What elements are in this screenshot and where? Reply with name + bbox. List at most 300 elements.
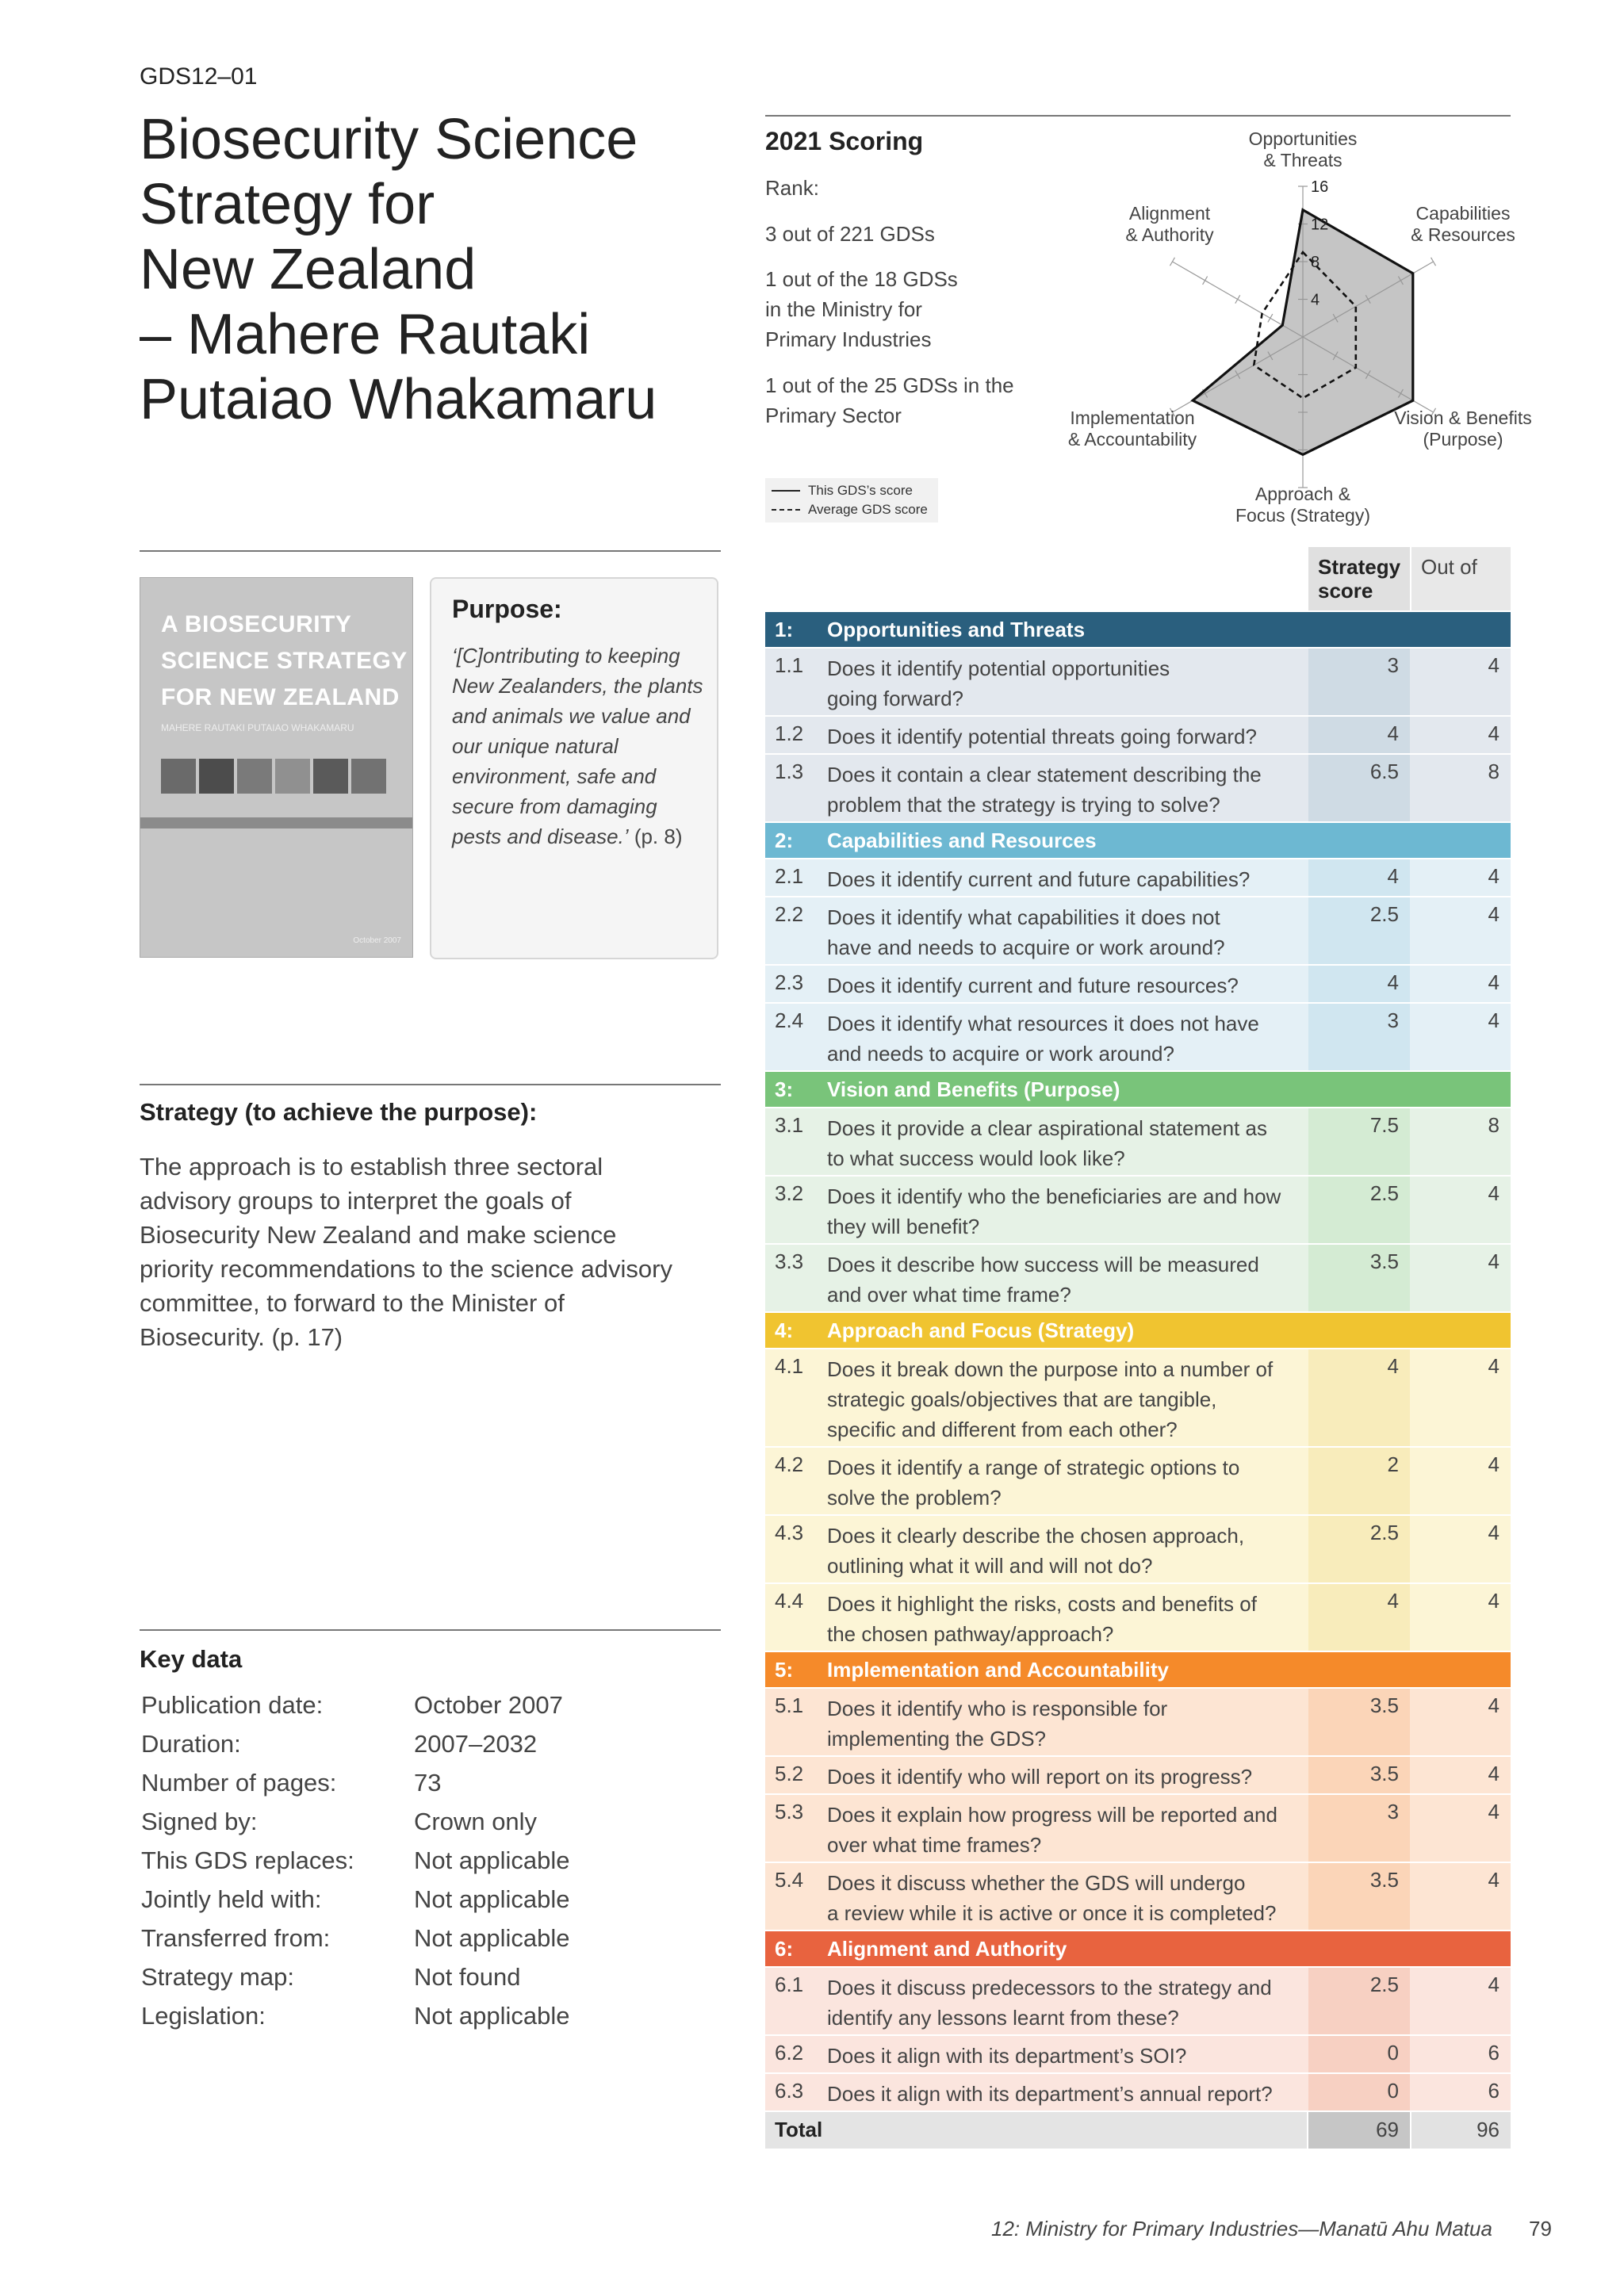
table-row bbox=[765, 966, 1511, 1002]
table-row bbox=[765, 1349, 1511, 1446]
total-label: Total bbox=[775, 2118, 823, 2141]
score-value: 2.5 bbox=[1369, 1973, 1399, 1996]
section-number: 1: bbox=[775, 618, 794, 641]
question-number: 4.4 bbox=[775, 1589, 804, 1613]
question-number: 4.2 bbox=[775, 1452, 804, 1476]
question-line: solve the problem? bbox=[827, 1486, 1002, 1510]
question-line: a review while it is active or once it is completed? bbox=[827, 1901, 1277, 1925]
question-line: Does it describe how success will be measured bbox=[827, 1253, 1259, 1276]
table-row bbox=[765, 2074, 1511, 2110]
question-line: Does it explain how progress will be reported and bbox=[827, 1803, 1277, 1827]
keydata-row bbox=[141, 1885, 712, 1924]
cover-date: October 2007 bbox=[353, 936, 401, 945]
question-line: the chosen pathway/approach? bbox=[827, 1622, 1114, 1646]
keydata-rule bbox=[140, 1629, 721, 1631]
score-value: 4 bbox=[1387, 970, 1399, 994]
table-row bbox=[765, 1516, 1511, 1582]
rank-label: Rank: bbox=[765, 176, 819, 200]
score-cell bbox=[1308, 1349, 1410, 1446]
radar-chart bbox=[1067, 123, 1532, 527]
page-footer: 12: Ministry for Primary Industries—Manatū Ahu Matua bbox=[991, 2217, 1492, 2241]
question-number: 2.4 bbox=[775, 1008, 804, 1032]
radar-tick-label: 8 bbox=[1311, 254, 1320, 271]
out-of-cell bbox=[1411, 2074, 1511, 2110]
question-text bbox=[827, 902, 1301, 962]
question-number: 3.2 bbox=[775, 1181, 804, 1205]
strategy-heading: Strategy (to achieve the purpose): bbox=[140, 1098, 538, 1126]
score-cell bbox=[1308, 755, 1410, 821]
cover-photo bbox=[237, 759, 272, 794]
legend-this-score-label: This GDS’s score bbox=[808, 483, 913, 498]
question-text bbox=[827, 864, 1301, 894]
table-row bbox=[765, 1795, 1511, 1862]
score-value: 0 bbox=[1387, 2041, 1399, 2064]
rank-sector-line: 1 out of the 25 GDSs in the bbox=[765, 373, 1014, 397]
score-value: 3.5 bbox=[1369, 1868, 1399, 1892]
question-line: Does it identify current and future resources? bbox=[827, 974, 1239, 997]
score-cell bbox=[1308, 1177, 1410, 1243]
score-cell bbox=[1308, 1448, 1410, 1514]
question-text bbox=[827, 1354, 1301, 1445]
question-text bbox=[827, 1762, 1301, 1792]
score-value: 3.5 bbox=[1369, 1693, 1399, 1717]
question-text bbox=[827, 653, 1301, 714]
question-line: Does it identify who will report on its progress? bbox=[827, 1765, 1253, 1789]
title-line: Biosecurity Science bbox=[140, 108, 638, 171]
radar-tick-mark bbox=[1203, 277, 1208, 285]
question-line: and needs to acquire or work around? bbox=[827, 1042, 1174, 1066]
question-number: 5.3 bbox=[775, 1800, 804, 1823]
out-of-cell bbox=[1411, 2036, 1511, 2072]
score-cell bbox=[1308, 966, 1410, 1002]
title-line: New Zealand bbox=[140, 238, 477, 301]
radar-series-this-gds bbox=[1193, 210, 1413, 455]
score-cell bbox=[1308, 1795, 1410, 1862]
question-line: Does it identify who is responsible for bbox=[827, 1697, 1168, 1720]
keydata-row bbox=[141, 2002, 712, 2041]
score-value: 3.5 bbox=[1369, 1249, 1399, 1273]
out-of-value: 4 bbox=[1488, 1868, 1500, 1892]
table-row bbox=[765, 1584, 1511, 1651]
question-number: 3.3 bbox=[775, 1249, 804, 1273]
radar-tick-mark bbox=[1170, 258, 1174, 266]
radar-tick-mark bbox=[1431, 258, 1436, 266]
score-value: 3 bbox=[1387, 1008, 1399, 1032]
radar-axis-label: Implementation & Accountability bbox=[1067, 408, 1197, 450]
question-text bbox=[827, 1973, 1301, 2033]
section-name: Opportunities and Threats bbox=[827, 618, 1086, 641]
header-strategy-score bbox=[1308, 547, 1410, 610]
out-of-cell bbox=[1411, 755, 1511, 821]
question-line: Does it identify potential opportunities bbox=[827, 656, 1170, 680]
score-cell bbox=[1308, 649, 1410, 715]
out-of-value: 4 bbox=[1488, 653, 1500, 677]
radar-tick-label: 12 bbox=[1311, 216, 1329, 234]
out-of-cell bbox=[1411, 1108, 1511, 1175]
out-of-value: 6 bbox=[1488, 2079, 1500, 2103]
out-of-value: 4 bbox=[1488, 864, 1500, 888]
question-text bbox=[827, 760, 1301, 820]
keydata-value: 2007–2032 bbox=[414, 1730, 538, 1758]
header-score-line: Strategy bbox=[1318, 555, 1401, 579]
keydata-row bbox=[141, 1963, 712, 2002]
out-of-value: 6 bbox=[1488, 2041, 1500, 2064]
question-line: Does it identify current and future capabilities? bbox=[827, 867, 1251, 891]
scoring-top-rule bbox=[765, 115, 1511, 117]
cover-photo bbox=[351, 759, 386, 794]
keydata-label: Strategy map: bbox=[141, 1963, 294, 1991]
out-of-value: 4 bbox=[1488, 721, 1500, 745]
question-number: 1.3 bbox=[775, 760, 804, 783]
keydata-row bbox=[141, 1808, 712, 1846]
rank-ministry-line: Primary Industries bbox=[765, 327, 932, 351]
question-text bbox=[827, 2079, 1301, 2109]
document-code: GDS12–01 bbox=[140, 63, 258, 90]
out-of-cell bbox=[1411, 897, 1511, 964]
header-out-of bbox=[1411, 547, 1511, 610]
radar-tick-label: 16 bbox=[1311, 178, 1329, 196]
keydata-value: Not found bbox=[414, 1963, 521, 1991]
out-of-cell bbox=[1411, 1863, 1511, 1930]
purpose-text bbox=[452, 641, 706, 851]
question-text bbox=[827, 1452, 1301, 1513]
score-cell bbox=[1308, 1004, 1410, 1070]
out-of-value: 4 bbox=[1488, 1693, 1500, 1717]
strategy-cover-image bbox=[140, 577, 413, 958]
legend-dashed-line-icon bbox=[772, 509, 800, 511]
score-cell bbox=[1308, 1584, 1410, 1651]
score-cell bbox=[1308, 1968, 1410, 2034]
header-out-of-label: Out of bbox=[1421, 555, 1477, 579]
question-text bbox=[827, 1589, 1301, 1649]
out-of-cell bbox=[1411, 1968, 1511, 2034]
question-line: Does it discuss whether the GDS will undergo bbox=[827, 1871, 1246, 1895]
cover-photo bbox=[275, 759, 310, 794]
out-of-value: 4 bbox=[1488, 1354, 1500, 1378]
score-cell bbox=[1308, 859, 1410, 896]
cover-title-line: A BIOSECURITY bbox=[161, 611, 352, 637]
radar-axis-label: Opportunities & Threats bbox=[1248, 128, 1358, 170]
header-score-line: score bbox=[1318, 579, 1373, 603]
section-number: 5: bbox=[775, 1658, 794, 1682]
radar-axis-label: Alignment & Authority bbox=[1125, 203, 1214, 245]
score-value: 2.5 bbox=[1369, 1181, 1399, 1205]
out-of-cell bbox=[1411, 966, 1511, 1002]
section-header-row bbox=[765, 612, 1511, 647]
rank-ministry-line: 1 out of the 18 GDSs bbox=[765, 267, 958, 291]
score-cell bbox=[1308, 1516, 1410, 1582]
total-out-cell bbox=[1411, 2112, 1511, 2149]
question-number: 4.1 bbox=[775, 1354, 804, 1378]
question-number: 1.1 bbox=[775, 653, 804, 677]
question-number: 5.1 bbox=[775, 1693, 804, 1717]
out-of-value: 4 bbox=[1488, 1521, 1500, 1544]
question-text bbox=[827, 1800, 1301, 1860]
purpose-box bbox=[430, 577, 718, 959]
rank-sector bbox=[765, 370, 1051, 430]
radar-axis-label: Capabilities & Resources bbox=[1411, 203, 1515, 245]
question-line: Does it identify who the beneficiaries are and how bbox=[827, 1184, 1281, 1208]
score-value: 2 bbox=[1387, 1452, 1399, 1476]
section-number: 2: bbox=[775, 828, 794, 852]
radar-tick-mark bbox=[1235, 295, 1240, 303]
out-of-cell bbox=[1411, 1448, 1511, 1514]
rank-overall: 3 out of 221 GDSs bbox=[765, 222, 935, 246]
question-number: 6.1 bbox=[775, 1973, 804, 1996]
table-row bbox=[765, 1108, 1511, 1175]
score-value: 4 bbox=[1387, 721, 1399, 745]
question-line: Does it provide a clear aspirational statement as bbox=[827, 1116, 1267, 1140]
keydata-label: Duration: bbox=[141, 1730, 241, 1758]
out-of-cell bbox=[1411, 1757, 1511, 1793]
score-value: 4 bbox=[1387, 864, 1399, 888]
keydata-value: October 2007 bbox=[414, 1691, 563, 1719]
question-line: have and needs to acquire or work around? bbox=[827, 936, 1225, 959]
radar-tick-label: 4 bbox=[1311, 291, 1320, 309]
title-line: Strategy for bbox=[140, 173, 435, 236]
rank-ministry bbox=[765, 264, 1051, 354]
table-row bbox=[765, 717, 1511, 753]
purpose-quote: ‘[C]ontributing to keeping New Zealanders, the plants and animals we value and our unique natural environment, safe and secure from damaging pests and disease.’ bbox=[452, 644, 703, 848]
question-number: 5.2 bbox=[775, 1762, 804, 1785]
score-value: 3 bbox=[1387, 1800, 1399, 1823]
score-cell bbox=[1308, 1689, 1410, 1755]
question-number: 2.3 bbox=[775, 970, 804, 994]
question-line: implementing the GDS? bbox=[827, 1727, 1047, 1751]
table-row bbox=[765, 2036, 1511, 2072]
keydata-value: 73 bbox=[414, 1769, 442, 1797]
keydata-row bbox=[141, 1924, 712, 1963]
question-text bbox=[827, 1249, 1301, 1310]
purpose-heading: Purpose: bbox=[452, 595, 562, 623]
page-number: 79 bbox=[1529, 2217, 1552, 2241]
table-row bbox=[765, 1968, 1511, 2034]
out-of-value: 4 bbox=[1488, 1762, 1500, 1785]
table-row bbox=[765, 649, 1511, 715]
question-number: 3.1 bbox=[775, 1113, 804, 1137]
question-text bbox=[827, 2041, 1301, 2071]
keydata-row bbox=[141, 1691, 712, 1730]
out-of-cell bbox=[1411, 1004, 1511, 1070]
table-row bbox=[765, 1448, 1511, 1514]
cover-title-line: SCIENCE STRATEGY bbox=[161, 648, 408, 674]
question-number: 4.3 bbox=[775, 1521, 804, 1544]
chart-legend bbox=[765, 478, 938, 522]
out-of-value: 4 bbox=[1488, 1249, 1500, 1273]
out-of-value: 4 bbox=[1488, 1008, 1500, 1032]
score-value: 3 bbox=[1387, 653, 1399, 677]
radar-axis-label: Approach & Focus (Strategy) bbox=[1235, 484, 1370, 526]
section-name: Implementation and Accountability bbox=[827, 1658, 1169, 1682]
out-of-value: 4 bbox=[1488, 1973, 1500, 1996]
keydata-label: This GDS replaces: bbox=[141, 1846, 354, 1874]
question-line: outlining what it will and will not do? bbox=[827, 1554, 1153, 1578]
total-out: 96 bbox=[1477, 2118, 1500, 2141]
question-text bbox=[827, 1868, 1301, 1928]
out-of-cell bbox=[1411, 859, 1511, 896]
cover-subtitle: MAHERE RAUTAKI PUTAIAO WHAKAMARU bbox=[161, 722, 354, 733]
table-row bbox=[765, 1245, 1511, 1311]
score-value: 2.5 bbox=[1369, 902, 1399, 926]
table-row bbox=[765, 755, 1511, 821]
out-of-cell bbox=[1411, 1349, 1511, 1446]
question-line: specific and different from each other? bbox=[827, 1418, 1178, 1441]
score-value: 3.5 bbox=[1369, 1762, 1399, 1785]
question-line: over what time frames? bbox=[827, 1833, 1042, 1857]
score-cell bbox=[1308, 1108, 1410, 1175]
question-line: problem that the strategy is trying to solve? bbox=[827, 793, 1220, 817]
section-header-row bbox=[765, 1072, 1511, 1107]
question-number: 1.2 bbox=[775, 721, 804, 745]
question-text bbox=[827, 721, 1301, 752]
score-cell bbox=[1308, 1863, 1410, 1930]
cover-photo bbox=[161, 759, 196, 794]
score-cell bbox=[1308, 717, 1410, 753]
section-number: 4: bbox=[775, 1318, 794, 1342]
legend-average bbox=[772, 500, 928, 519]
out-of-value: 4 bbox=[1488, 1181, 1500, 1205]
rank-sector-line: Primary Sector bbox=[765, 404, 902, 427]
legend-average-label: Average GDS score bbox=[808, 502, 928, 517]
keydata-value: Not applicable bbox=[414, 1924, 570, 1952]
strategy-text: The approach is to establish three sectoral advisory groups to interpret the goals of Biosecurity New Zealand and make science priority recommendations to the science advisory committee, to forward to the Minister of Biosecurity. (p. 17) bbox=[140, 1153, 672, 1351]
out-of-value: 4 bbox=[1488, 970, 1500, 994]
total-score: 69 bbox=[1376, 2118, 1399, 2141]
question-line: identify any lessons learnt from these? bbox=[827, 2006, 1179, 2030]
section-header-row bbox=[765, 1931, 1511, 1966]
cover-photo bbox=[313, 759, 348, 794]
question-line: going forward? bbox=[827, 687, 963, 710]
question-line: Does it contain a clear statement describing the bbox=[827, 763, 1262, 786]
strategy-rule bbox=[140, 1084, 721, 1085]
left-top-rule bbox=[140, 550, 721, 552]
total-label-cell bbox=[765, 2112, 1307, 2149]
section-number: 3: bbox=[775, 1077, 794, 1101]
keydata-label: Publication date: bbox=[141, 1691, 324, 1719]
out-of-cell bbox=[1411, 649, 1511, 715]
question-line: Does it highlight the risks, costs and benefits of bbox=[827, 1592, 1257, 1616]
cover-title-line: FOR NEW ZEALAND bbox=[161, 684, 400, 710]
score-cell bbox=[1308, 1245, 1410, 1311]
question-line: they will benefit? bbox=[827, 1215, 980, 1238]
section-header-row bbox=[765, 1313, 1511, 1348]
keydata-value: Not applicable bbox=[414, 1846, 570, 1874]
keydata-label: Signed by: bbox=[141, 1808, 258, 1835]
question-text bbox=[827, 1008, 1301, 1069]
score-value: 4 bbox=[1387, 1589, 1399, 1613]
out-of-value: 8 bbox=[1488, 1113, 1500, 1137]
section-header-row bbox=[765, 823, 1511, 858]
question-text bbox=[827, 1181, 1301, 1242]
question-line: Does it align with its department’s annual report? bbox=[827, 2082, 1273, 2106]
legend-this-score bbox=[772, 481, 913, 500]
keydata-row bbox=[141, 1846, 712, 1885]
question-number: 5.4 bbox=[775, 1868, 804, 1892]
score-value: 6.5 bbox=[1369, 760, 1399, 783]
keydata-label: Transferred from: bbox=[141, 1924, 331, 1952]
score-cell bbox=[1308, 1757, 1410, 1793]
out-of-cell bbox=[1411, 1584, 1511, 1651]
score-cell bbox=[1308, 2036, 1410, 2072]
score-table bbox=[765, 547, 1511, 2149]
title-line: – Mahere Rautaki bbox=[140, 303, 591, 366]
score-value: 2.5 bbox=[1369, 1521, 1399, 1544]
out-of-cell bbox=[1411, 1177, 1511, 1243]
question-line: and over what time frame? bbox=[827, 1283, 1071, 1307]
question-line: Does it identify a range of strategic options to bbox=[827, 1456, 1240, 1479]
score-value: 4 bbox=[1387, 1354, 1399, 1378]
score-cell bbox=[1308, 897, 1410, 964]
cover-photo bbox=[199, 759, 234, 794]
table-row bbox=[765, 859, 1511, 896]
out-of-cell bbox=[1411, 1245, 1511, 1311]
question-number: 6.2 bbox=[775, 2041, 804, 2064]
scoring-title: 2021 Scoring bbox=[765, 127, 924, 155]
question-line: Does it identify what capabilities it does not bbox=[827, 905, 1220, 929]
keydata-label: Number of pages: bbox=[141, 1769, 337, 1797]
keydata-row bbox=[141, 1730, 712, 1769]
radar-axis-label: Vision & Benefits (Purpose) bbox=[1394, 408, 1532, 450]
total-score-cell bbox=[1308, 2112, 1410, 2149]
question-line: Does it clearly describe the chosen approach, bbox=[827, 1524, 1245, 1548]
table-row bbox=[765, 1757, 1511, 1793]
section-number: 6: bbox=[775, 1937, 794, 1961]
question-line: Does it align with its department’s SOI? bbox=[827, 2044, 1187, 2068]
cover-band bbox=[140, 817, 412, 828]
question-line: strategic goals/objectives that are tangible, bbox=[827, 1387, 1217, 1411]
total-row bbox=[765, 2112, 1511, 2149]
section-name: Vision and Benefits (Purpose) bbox=[827, 1077, 1120, 1101]
keydata-value: Crown only bbox=[414, 1808, 538, 1835]
table-row bbox=[765, 1177, 1511, 1243]
question-line: to what success would look like? bbox=[827, 1146, 1125, 1170]
keydata-value: Not applicable bbox=[414, 1885, 570, 1913]
table-header bbox=[765, 547, 1511, 610]
title-line: Putaiao Whakamaru bbox=[140, 368, 657, 431]
table-row bbox=[765, 1863, 1511, 1930]
page-title bbox=[140, 107, 742, 432]
question-line: Does it discuss predecessors to the strategy and bbox=[827, 1976, 1272, 1999]
keydata-label: Legislation: bbox=[141, 2002, 266, 2030]
table-row bbox=[765, 897, 1511, 964]
purpose-ref: (p. 8) bbox=[628, 825, 683, 848]
question-text bbox=[827, 970, 1301, 1001]
question-text bbox=[827, 1113, 1301, 1173]
question-number: 2.1 bbox=[775, 864, 804, 888]
out-of-value: 8 bbox=[1488, 760, 1500, 783]
keydata-row bbox=[141, 1769, 712, 1808]
score-cell bbox=[1308, 2074, 1410, 2110]
table-row bbox=[765, 1689, 1511, 1755]
section-header-row bbox=[765, 1652, 1511, 1687]
legend-solid-line-icon bbox=[772, 490, 800, 492]
out-of-cell bbox=[1411, 717, 1511, 753]
question-line: Does it identify potential threats going forward? bbox=[827, 725, 1257, 748]
out-of-value: 4 bbox=[1488, 1589, 1500, 1613]
section-name: Capabilities and Resources bbox=[827, 828, 1097, 852]
question-line: Does it break down the purpose into a number of bbox=[827, 1357, 1274, 1381]
out-of-cell bbox=[1411, 1795, 1511, 1862]
question-number: 2.2 bbox=[775, 902, 804, 926]
out-of-value: 4 bbox=[1488, 902, 1500, 926]
rank-ministry-line: in the Ministry for bbox=[765, 297, 922, 321]
out-of-value: 4 bbox=[1488, 1452, 1500, 1476]
question-text bbox=[827, 1521, 1301, 1581]
question-line: Does it identify what resources it does not have bbox=[827, 1012, 1259, 1035]
question-text bbox=[827, 1693, 1301, 1754]
radar-tick-mark bbox=[1268, 314, 1273, 322]
keydata-value: Not applicable bbox=[414, 2002, 570, 2030]
